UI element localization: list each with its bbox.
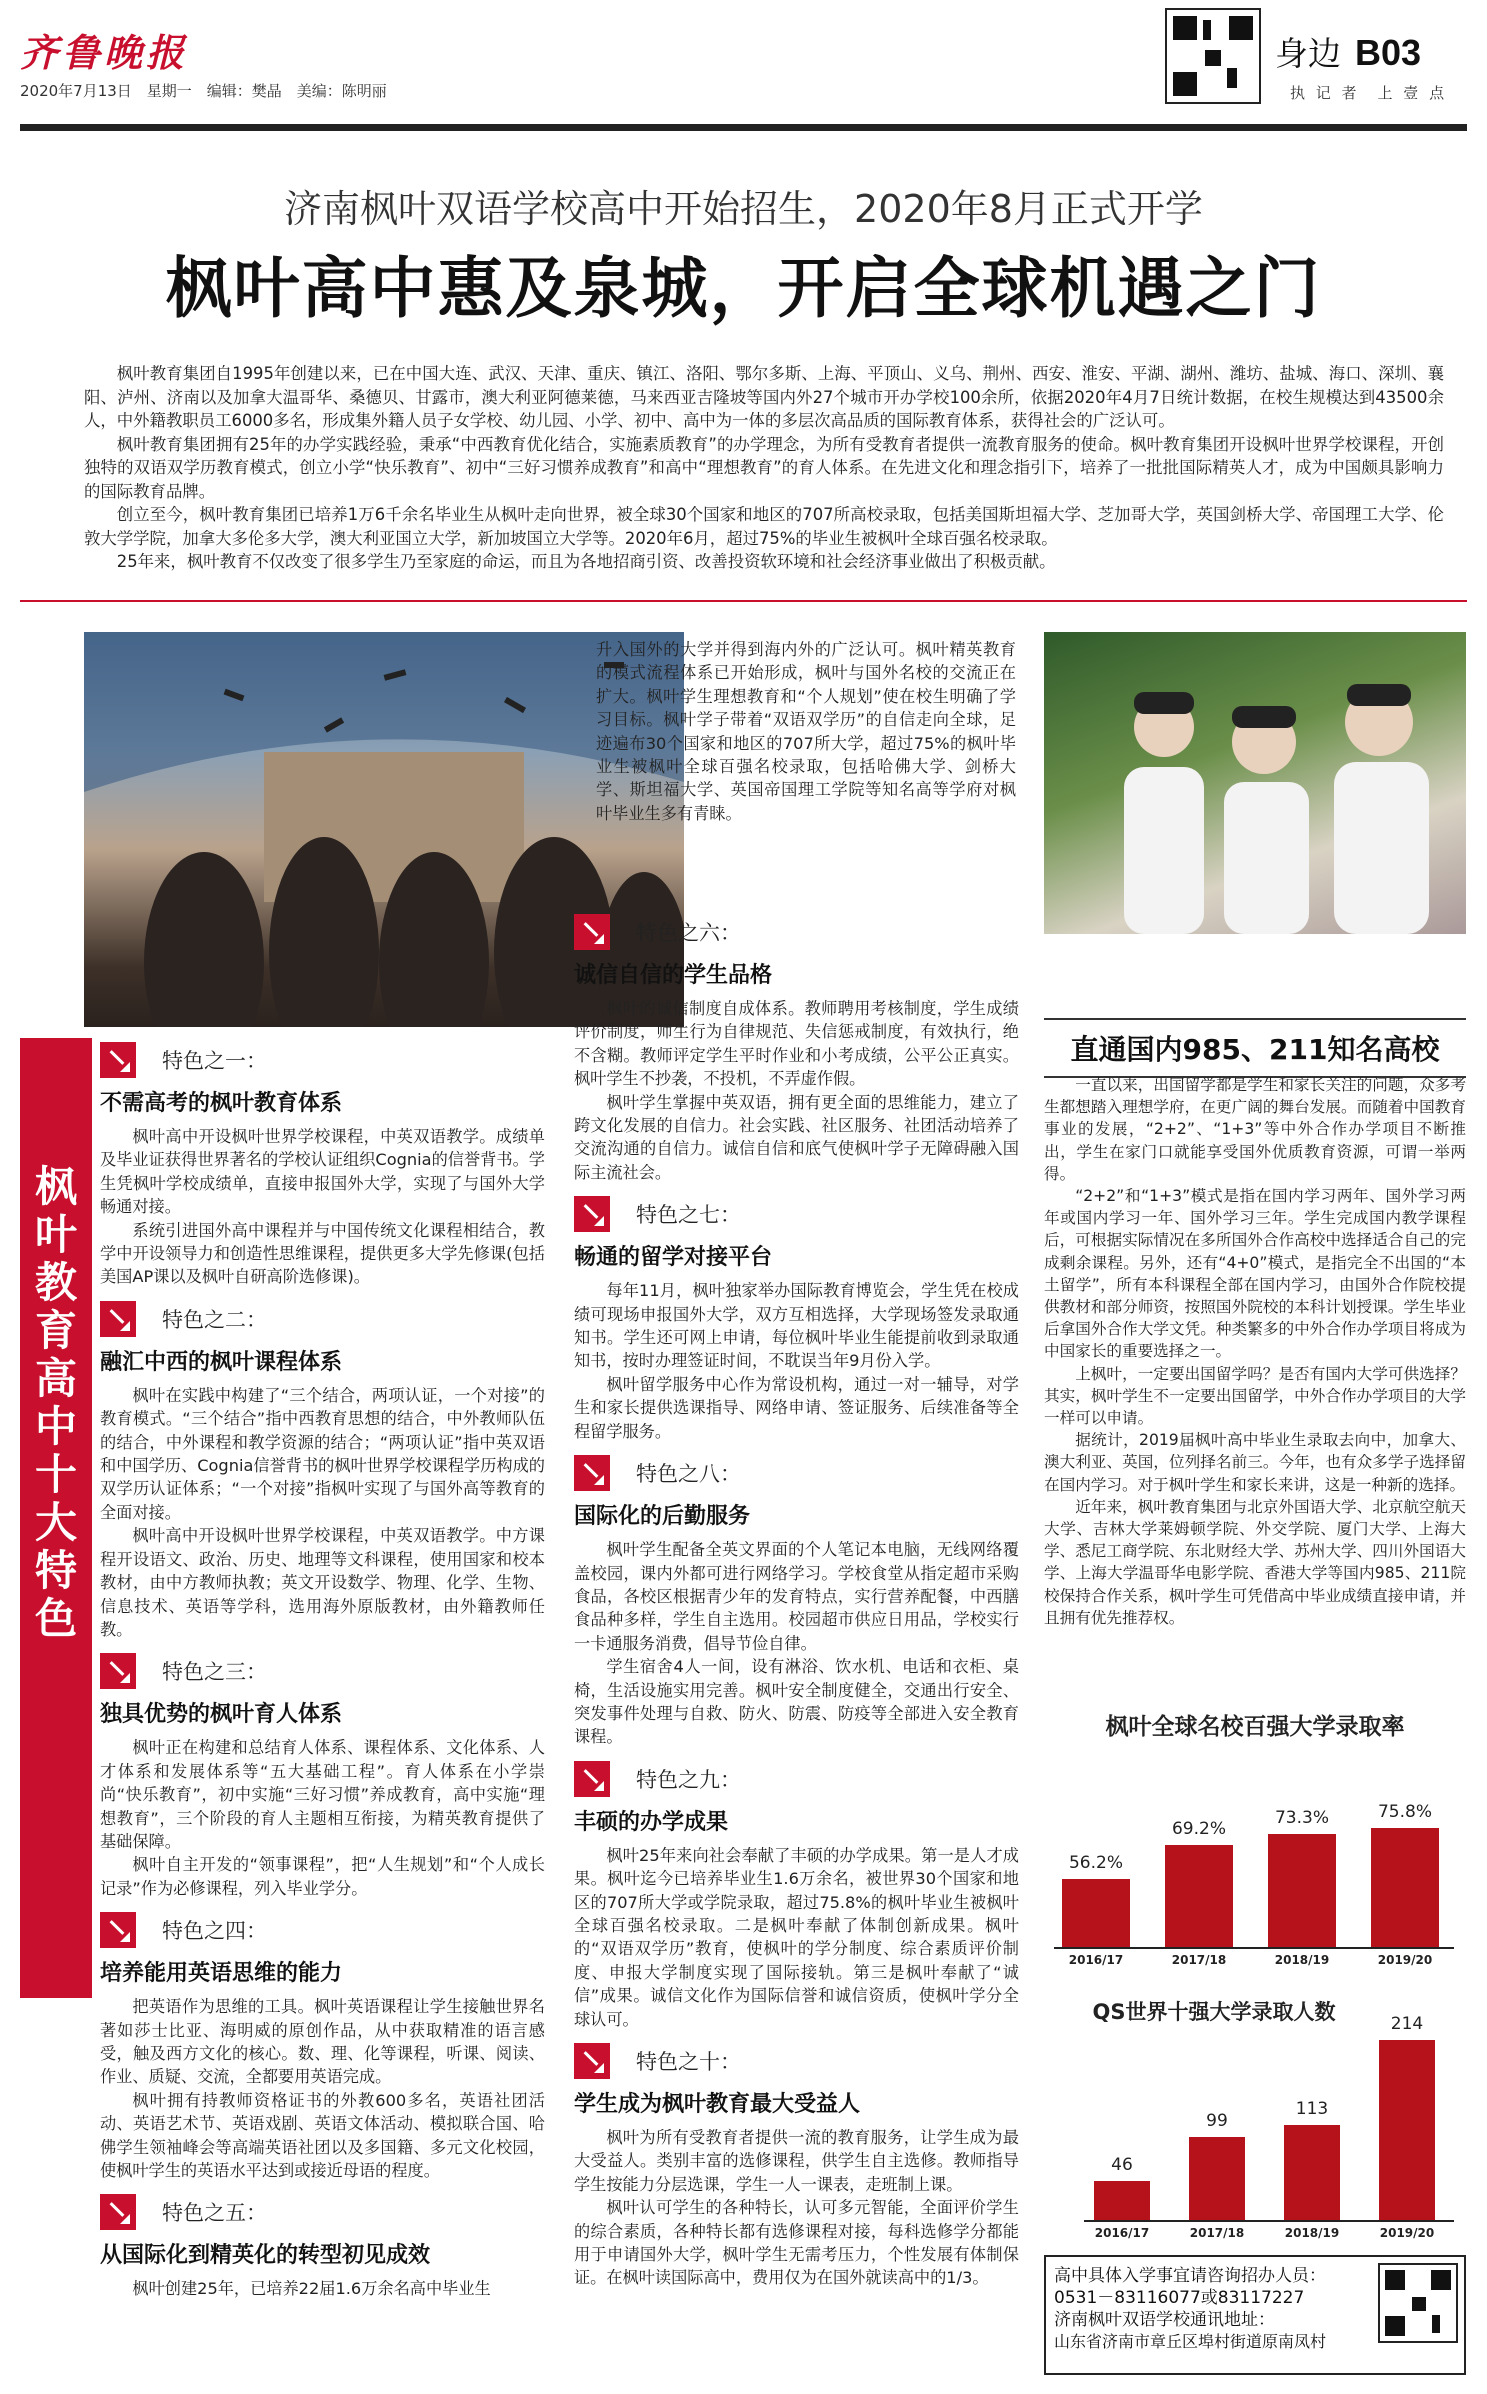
feature-paragraph: 枫叶高中开设枫叶世界学校课程，中英双语教学。中方课程开设语文、政治、历史、地理等文科课程，使用国家和校本教材，由中方教师执教；英文开设数学、物理、化学、生物、信息技术、英语等学科，选用海外原版教材，由外籍教师任教。 [100, 1526, 545, 1639]
article-headline: 枫叶高中惠及泉城，开启全球机遇之门 [165, 250, 1322, 327]
intro-paragraph: 25年来，枫叶教育不仅改变了很多学生乃至家庭的命运，而且为各地招商引资、改善投资软环境和社会经济事业做出了积极贡献。 [116, 552, 1056, 571]
arrow-icon [574, 1761, 610, 1797]
qr-code-top [1165, 8, 1261, 104]
chart-data-label: 75.8% [1377, 1801, 1432, 1822]
contact-text [1054, 2265, 1326, 2353]
page-number: B03 [1355, 32, 1422, 73]
feature-6 [574, 912, 1019, 1184]
arrow-icon [100, 1301, 136, 1337]
arrow-icon [100, 2194, 136, 2230]
chart-bar [1268, 1834, 1336, 1947]
right-paragraph: 近年来，枫叶教育集团与北京外国语大学、北京航空航天大学、吉林大学莱姆顿学院、外交学院、厦门大学、上海大学、悉尼工商学院、东北财经大学、苏州大学、四川外国语大学、上海大学温哥华电影学院、香港大学等国内985、211院校保持合作关系，枫叶学生可凭借高中毕业成绩直接申请，并且拥有优先推荐权。 [1044, 1497, 1466, 1627]
chart-tick-label: 2019/20 [1377, 1953, 1433, 1967]
feature-paragraph: 枫叶的诚信制度自成体系。教师聘用考核制度，学生成绩评价制度，师生行为自律规范、失信惩戒制度，有效执行，绝不含糊。教师评定学生平时作业和小考成绩，公平公正真实。枫叶学生不抄袭，不投机，不弄虚作假。 [574, 999, 1019, 1089]
chart-tick-label: 2019/20 [1379, 2226, 1435, 2240]
chart1-title: 枫叶全球名校百强大学录取率 [1105, 1714, 1405, 1740]
arrow-icon [574, 1196, 610, 1232]
feature-label: 特色之八： [636, 1462, 741, 1487]
chart-axis [1054, 1947, 1454, 1949]
feature-paragraph: 枫叶25年来向社会奉献了丰硕的办学成果。第一是人才成果。枫叶迄今已培养毕业生1.6万余名，被世界30个国家和地区的707所大学或学院录取，超过75.8%的枫叶毕业生被枫叶全球百强名校录取。二是枫叶奉献了体制创新成果。枫叶的“双语双学历”教育，使枫叶的学分制度、综合素质评价制度、申报大学制度实现了国际接轨。第三是枫叶奉献了“诚信”成果。诚信文化作为国际信誉和诚信资质，使枫叶学分全球认可。 [574, 1845, 1019, 2029]
feature-title: 独具优势的枫叶育人体系 [100, 1702, 343, 1728]
chart-tick-label: 2018/19 [1284, 2226, 1340, 2240]
feature-title: 学生成为枫叶教育最大受益人 [574, 2092, 861, 2117]
mid-paragraph: 升入国外的大学并得到海内外的广泛认可。枫叶精英教育的模式流程体系已开始形成，枫叶与国外名校的交流正在扩大。枫叶学生理想教育和“个人规划”使在校生明确了学习目标。枫叶学子带着“双语双学历”的自信走向全球，足迹遍布30个国家和地区的707所大学，超过75%的枫叶毕业生被枫叶全球百强名校录取，包括哈佛大学、剑桥大学、斯坦福大学、英国帝国理工学院等知名高等学府对枫叶毕业生多有青睐。 [596, 640, 1016, 823]
chart-bar [1189, 2137, 1245, 2220]
feature-paragraph: 枫叶留学服务中心作为常设机构，通过一对一辅导，对学生和家长提供选课指导、网络申请、签证服务、后续准备等全程留学服务。 [574, 1374, 1019, 1441]
band-char: 中 [34, 1402, 77, 1451]
contact-box [1044, 2255, 1466, 2375]
feature-10 [574, 2041, 1019, 2290]
chart-qs-top10 [1044, 2000, 1466, 2245]
feature-title: 丰硕的办学成果 [574, 1809, 729, 1835]
feature-label: 特色之四： [162, 1919, 267, 1944]
chart-bar [1165, 1845, 1233, 1947]
feature-label: 特色之一： [162, 1049, 267, 1073]
feature-label: 特色之七： [636, 1203, 741, 1228]
feature-title: 融汇中西的枫叶课程体系 [100, 1349, 343, 1375]
chart-tick-label: 2016/17 [1094, 2226, 1150, 2240]
chart-data-label: 46 [1111, 2155, 1133, 2176]
right-paragraph: “2+2”和“1+3”模式是指在国内学习两年、国外学习两年或国内学习一年、国外学习三年。学生完成国内教学课程后，可根据实际情况在多所国外合作高校中选择适合自己的完成剩余课程。另外，还有“4+0”模式，是指完全不出国的“本土留学”，所有本科课程全部在国内学习，由国外合作院校提供教材和部分师资，按照国外院校的本科计划授课。学生毕业后拿国外合作大学文凭。种类繁多的中外合作办学项目将成为中国家长的重要选择之一。 [1044, 1187, 1466, 1361]
band-char: 叶 [34, 1210, 77, 1259]
features-left-column [100, 1040, 545, 2301]
feature-paragraph: 枫叶学生配备全英文界面的个人笔记本电脑，无线网络覆盖校园，课内外都可进行网络学习。学校食堂从指定超市采购食品，各校区根据青少年的发育特点，实行营养配餐，中西膳食品种多样，学生自主选用。校园超市供应日用品，学校实行一卡通服务消费，倡导节俭自律。 [574, 1540, 1019, 1653]
band-char: 大 [34, 1498, 77, 1547]
contact-line: 高中具体入学事宜请咨询招办人员： [1054, 2266, 1326, 2286]
feature-paragraph: 每年11月，枫叶独家举办国际教育博览会，学生凭在校成绩可现场申报国外大学，双方互相选择，大学现场签发录取通知书。学生还可网上申请，每位枫叶毕业生能提前收到录取通知书，按时办理签证时间，不耽误当年9月份入学。 [574, 1281, 1019, 1371]
feature-paragraph: 系统引进国外高中课程并与中国传统文化课程相结合，教学中开设领导力和创造性思维课程，提供更多大学先修课(包括美国AP课以及枫叶自研高阶选修课)。 [100, 1220, 545, 1287]
chart-tick-label: 2016/17 [1068, 1953, 1124, 1967]
intro-paragraph: 枫叶教育集团自1995年创建以来，已在中国大连、武汉、天津、重庆、镇江、洛阳、鄂尔多斯、上海、平顶山、义乌、荆州、西安、淮安、平湖、湖州、潍坊、盐城、海口、深圳、襄阳、泸州、济南以及加拿大温哥华、桑德贝、甘露市，澳大利亚阿德莱德，马来西亚吉隆坡等国内外27个城市开办学校100余所，依据2020年4月7日统计数据，在校生规模达到43500余人，中外籍教职员工6000多名，形成集外籍人员子女学校、幼儿园、小学、初中、高中为一体的多层次高品质的国际教育体系，获得社会的广泛认可。 [84, 364, 1444, 430]
arrow-icon [574, 2043, 610, 2079]
right-body [1044, 1074, 1466, 1629]
vertical-band [20, 1038, 92, 1998]
chart-data-label: 56.2% [1068, 1852, 1123, 1873]
band-char: 高 [34, 1354, 77, 1403]
reporter-line: 执 记 者 上 壹 点 [1290, 84, 1448, 102]
chart-tick-label: 2017/18 [1189, 2226, 1245, 2240]
right-paragraph: 据统计，2019届枫叶高中毕业生录取去向中，加拿大、澳大利亚、英国，位列择名前三。今年，也有众多学子选择留在国内学习。对于枫叶学生和家长来讲，这是一种新的选择。 [1044, 1431, 1466, 1494]
chart2-title: QS世界十强大学录取人数 [1092, 2000, 1336, 2024]
feature-title: 培养能用英语思维的能力 [100, 1961, 343, 1987]
section-name: 身边 [1275, 34, 1341, 73]
chart-tick-label: 2018/19 [1274, 1953, 1330, 1967]
arrow-icon [574, 914, 610, 950]
contact-address: 山东省济南市章丘区埠村街道原南凤村 [1054, 2332, 1327, 2351]
feature-8 [574, 1453, 1019, 1749]
feature-label: 特色之二： [162, 1307, 267, 1332]
feature-label: 特色之九： [636, 1767, 741, 1792]
feature-paragraph: 枫叶为所有受教育者提供一流的教育服务，让学生成为最大受益人。类别丰富的选修课程，供学生自主选修。教师指导学生按能力分层选课，学生一人一课表，走班制上课。 [574, 2128, 1019, 2194]
chart-bar [1371, 1828, 1439, 1947]
features-middle-column [574, 912, 1019, 2290]
chart-tick-label: 2017/18 [1171, 1953, 1227, 1967]
chart-bar [1062, 1879, 1130, 1947]
feature-paragraph: 枫叶自主开发的“领事课程”，把“人生规划”和“个人成长记录”作为必修课程，列入毕业学分。 [100, 1855, 545, 1898]
mid-text-block [596, 638, 1016, 825]
chart-data-label: 73.3% [1274, 1808, 1329, 1829]
feature-paragraph: 枫叶高中开设枫叶世界学校课程，中英双语教学。成绩单及毕业证获得世界著名的学校认证组织Cognia的信誉背书。学生凭枫叶学校成绩单，直接申报国外大学，实现了与国外大学畅通对接。 [100, 1127, 545, 1217]
masthead: 齐鲁晚报 [20, 30, 189, 75]
right-paragraph: 上枫叶，一定要出国留学吗？是否有国内大学可供选择？其实，枫叶学生不一定要出国留学，中外合作办学项目的大学一样可以申请。 [1044, 1364, 1466, 1428]
feature-paragraph: 学生宿舍4人一间，设有淋浴、饮水机、电话和衣柜、桌椅，生活设施实用完善。枫叶安全制度健全，交通出行安全、突发事件处理与自救、防火、防震、防疫等全部进入安全教育课程。 [574, 1657, 1019, 1747]
feature-paragraph: 枫叶学生掌握中英双语，拥有更全面的思维能力，建立了跨文化发展的自信力。社会实践、社区服务、社团活动培养了交流沟通的自信力。诚信自信和底气使枫叶学子无障碍融入国际主流社会。 [574, 1092, 1019, 1182]
feature-5 [100, 2192, 545, 2300]
contact-line: 济南枫叶双语学校通讯地址： [1054, 2310, 1275, 2330]
feature-paragraph: 枫叶创建25年，已培养22届1.6万余名高中毕业生 [132, 2279, 491, 2299]
band-char: 十 [34, 1450, 77, 1499]
arrow-icon [100, 1653, 136, 1689]
header-rule [20, 124, 1467, 131]
chart-data-label: 113 [1295, 2098, 1329, 2119]
arrow-icon [574, 1455, 610, 1491]
chart-bar [1284, 2125, 1340, 2220]
section-divider [20, 600, 1467, 602]
feature-paragraph: 把英语作为思维的工具。枫叶英语课程让学生接触世界名著如莎士比亚、海明威的原创作品，从中获取精准的语言感受，触及西方文化的核心。数、理、化等课程，听课、阅读、作业、质疑、交流，全都要用英语完成。 [100, 1997, 545, 2087]
right-paragraph: 一直以来，出国留学都是学生和家长关注的问题，众多考生都想踏入理想学府，在更广阔的舞台发展。而随着中国教育事业的发展，“2+2”、“1+3”等中外合作办学项目不断推出，学生在家门口就能享受国外优质教育资源，可谓一举两得。 [1044, 1076, 1466, 1183]
chart-data-label: 99 [1206, 2110, 1228, 2131]
chart-data-label: 69.2% [1171, 1818, 1226, 1839]
band-char: 特 [34, 1546, 77, 1595]
feature-paragraph: 枫叶拥有持教师资格证书的外教600多名，英语社团活动、英语艺术节、英语戏剧、英语文体活动、模拟联合国、哈佛学生领袖峰会等高端英语社团以及多国籍、多元文化校园，使枫叶学生的英语水平达到或接近母语的程度。 [100, 2090, 545, 2180]
intro-text [84, 362, 1444, 574]
chart-acceptance-rate [1044, 1745, 1466, 1975]
feature-label: 特色之三： [162, 1660, 267, 1685]
feature-label: 特色之六： [636, 921, 741, 945]
arrow-icon [100, 1912, 136, 1948]
band-char: 教 [34, 1258, 77, 1307]
chart-bar [1379, 2040, 1435, 2220]
band-char: 枫 [34, 1162, 77, 1211]
dateline: 2020年7月13日 星期一 编辑：樊晶 美编：陈明丽 [20, 82, 387, 100]
intro-paragraph: 创立至今，枫叶教育集团已培养1万6千余名毕业生从枫叶走向世界，被全球30个国家和地区的707所高校录取，包括美国斯坦福大学、芝加哥大学，英国剑桥大学、帝国理工大学、伦敦大学学院，加拿大多伦多大学，澳大利亚国立大学，新加坡国立大学等。2020年6月，超过75%的毕业生被枫叶全球百强名校录取。 [84, 505, 1444, 548]
arrow-icon [100, 1042, 136, 1078]
chart-data-label: 214 [1390, 2014, 1424, 2034]
feature-label: 特色之十： [636, 2050, 741, 2074]
feature-title: 诚信自信的学生品格 [574, 963, 773, 988]
feature-title: 从国际化到精英化的转型初见成效 [100, 2243, 431, 2269]
feature-title: 不需高考的枫叶教育体系 [100, 1091, 343, 1116]
chart-bar [1094, 2181, 1150, 2220]
feature-7 [574, 1194, 1019, 1443]
students-photo [1044, 632, 1466, 934]
feature-9 [574, 1759, 1019, 2031]
right-heading: 直通国内985、211知名高校 [1044, 1018, 1466, 1078]
intro-paragraph: 枫叶教育集团拥有25年的办学实践经验，秉承“中西教育优化结合，实施素质教育”的办学理念，为所有受教育者提供一流教育服务的使命。枫叶教育集团开设枫叶世界学校课程，开创独特的双语双学历教育模式，创立小学“快乐教育”、初中“三好习惯养成教育”和高中“理想教育”的育人体系。在先进文化和理念指引下，培养了一批批国际精英人才，成为中国颇具影响力的国际教育品牌。 [84, 434, 1444, 501]
feature-paragraph: 枫叶认可学生的各种特长，认可多元智能，全面评价学生的综合素质，各种特长都有选修课程对接，每科选修学分都能用于申请国外大学，枫叶学生无需考压力，个性发展有体制保证。在枫叶读国际高中，费用仅为在国外就读高中的1/3。 [574, 2198, 1019, 2288]
contact-phone: 0531－83116077或83117227 [1054, 2288, 1305, 2308]
feature-title: 畅通的留学对接平台 [574, 1245, 773, 1271]
chart-axis [1084, 2220, 1454, 2222]
feature-paragraph: 枫叶在实践中构建了“三个结合，两项认证，一个对接”的教育模式。“三个结合”指中西教育思想的结合，中外教师队伍的结合，中外课程和教学资源的结合；“两项认证”指中英双语和中国学历、Cognia信誉背书的枫叶世界学校课程学历构成的双学历认证体系；“一个对接”指枫叶实现了与国外高等教育的全面对接。 [100, 1385, 545, 1522]
qr-code-bottom [1378, 2263, 1458, 2343]
feature-1 [100, 1040, 545, 1289]
feature-title: 国际化的后勤服务 [574, 1504, 751, 1530]
band-char: 色 [34, 1594, 77, 1643]
students-illustration [1044, 632, 1466, 934]
feature-3 [100, 1651, 545, 1900]
article-subtitle: 济南枫叶双语学校高中开始招生，2020年8月正式开学 [284, 187, 1203, 231]
feature-2 [100, 1299, 545, 1641]
feature-label: 特色之五： [162, 2201, 267, 2226]
feature-4 [100, 1910, 545, 2182]
band-char: 育 [34, 1306, 77, 1355]
feature-paragraph: 枫叶正在构建和总结育人体系、课程体系、文化体系、人才体系和发展体系等“五大基础工程”。育人体系在小学崇尚“快乐教育”，初中实施“三好习惯”养成教育，高中实施“理想教育”，三个阶段的育人主题相互衔接，为精英教育提供了基础保障。 [100, 1738, 545, 1851]
section-header [1275, 28, 1421, 75]
